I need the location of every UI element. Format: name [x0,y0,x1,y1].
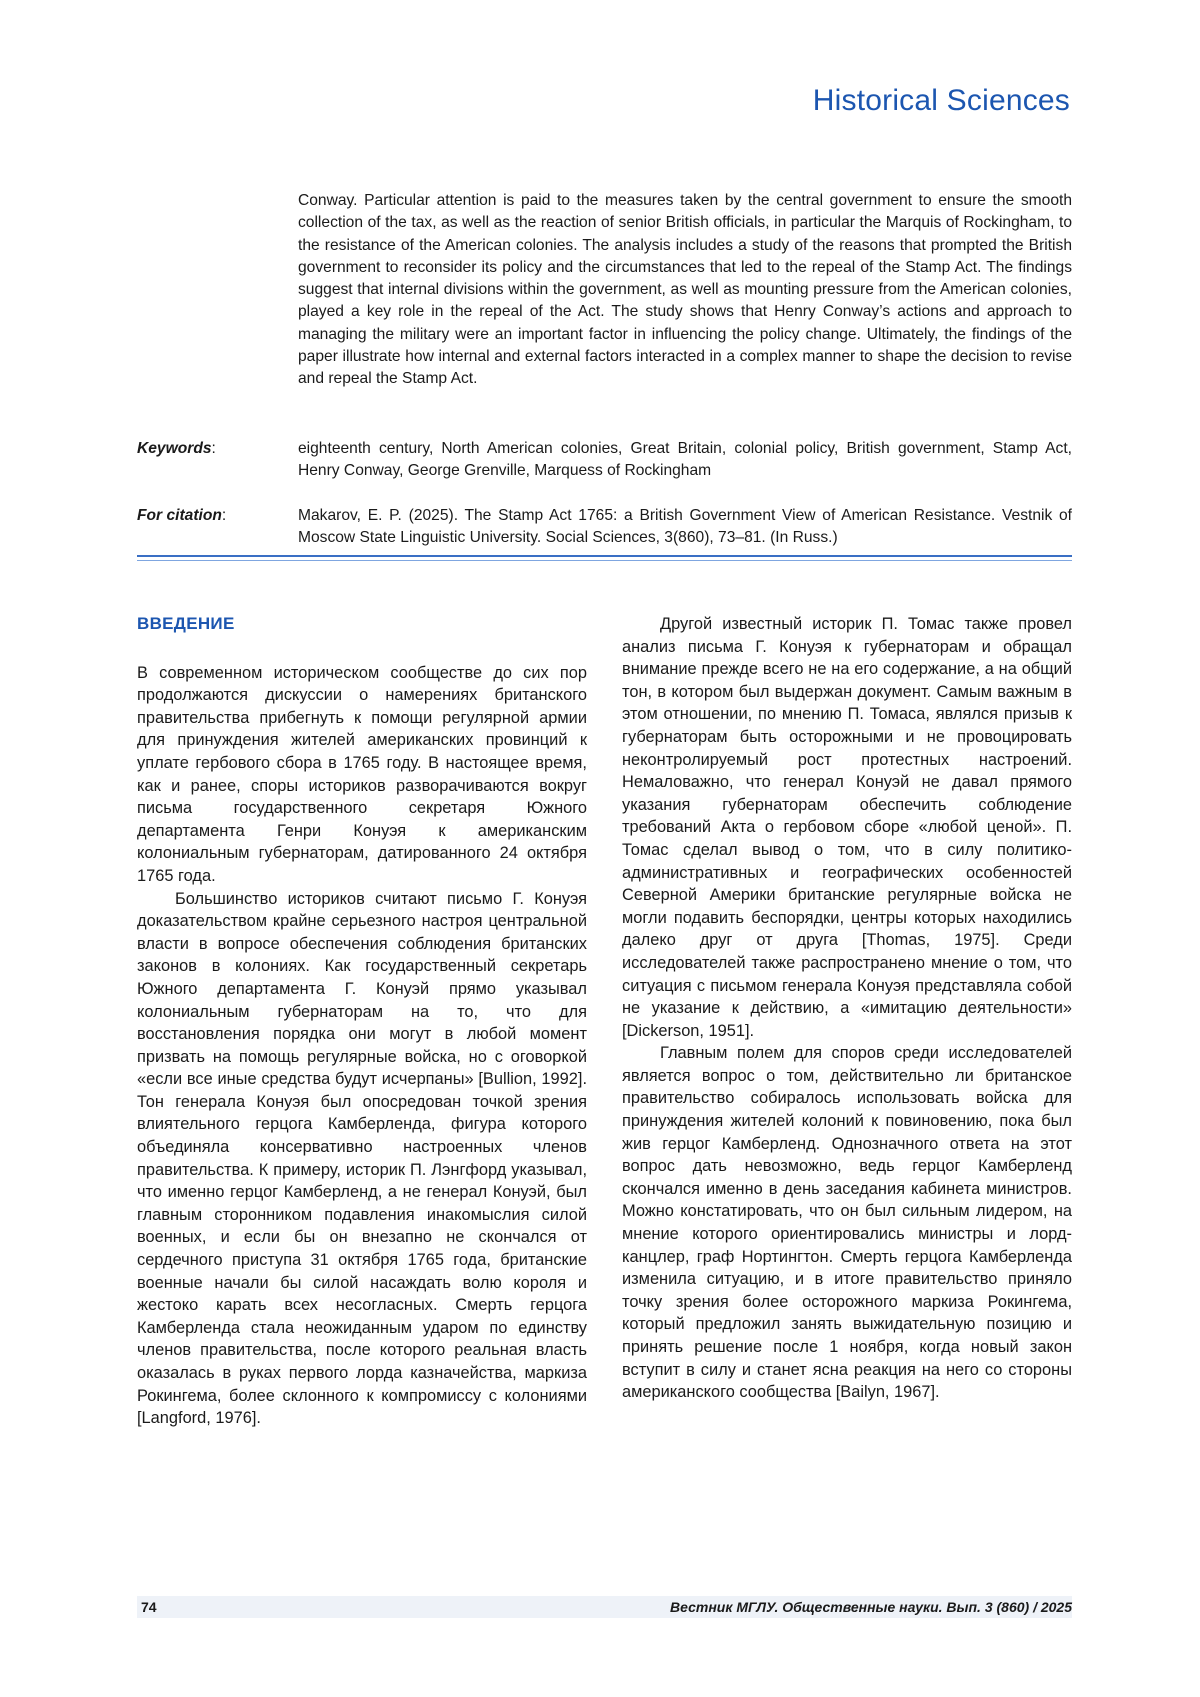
citation-label [137,505,226,527]
citation-label-text: For citation [137,507,222,524]
divider-rule [137,555,1072,557]
body-paragraph: Другой известный историк П. Томас также провел анализ письма Г. Конуэя к губернаторам и обращал внимание прежде всего не на его содержание, а на общий тон, в котором был выдержан документ. Самым важным в этом отношении, по мнению П. Томаса, являлся призыв к губернаторам быть осторожными и не провоцировать неконтролируемый рост протестных настроений. Немаловажно, что генерал Конуэй не давал прямого указания губернаторам обеспечить соблюдение требований Акта о гербовом сборе «любой ценой». П. Томас сделал вывод о том, что в силу политико-административных и географических особенностей Северной Америки британские регулярные войска не могли подавить беспорядки, центры которых находились далеко друг от друга [Thomas, 1975]. Среди исследователей также распространено мнение о том, что ситуация с письмом генерала Конуэя представляла собой не указание к действию, а «имитацию деятельности» [Dickerson, 1951]. [622,615,1072,1040]
keywords-value: eighteenth century, North American colonies, Great Britain, colonial policy, British government, Stamp Act, Henry Conway, George Grenville, Marquess of Rockingham [298,440,1072,480]
body-paragraph: Главным полем для споров среди исследователей является вопрос о том, действительно ли британское правительство собиралось использовать войска для принуждения жителей колоний к повиновению, пока был жив герцог Камберленд. Однозначного ответа на этот вопрос дать невозможно, ведь герцог Камберленд скончался именно в день заседания кабинета министров. Можно констатировать, что он был сильным лидером, на мнение которого ориентировались министры и лорд-канцлер, граф Нортингтон. Смерть герцога Камберленда изменила ситуацию, и в итоге правительство приняло точку зрения более осторожного маркиза Рокингема, который предложил занять выжидательную позицию и принять решение после 1 ноября, когда новый закон вступит в силу и станет ясна реакция на него со стороны американского сообщества [Bailyn, 1967]. [622,1044,1072,1402]
journal-name: Вестник МГЛУ. Общественные науки. Вып. 3 (860) / 2025 [670,1599,1072,1615]
body-column-right [622,613,1072,1404]
abstract-text: Conway. Particular attention is paid to the measures taken by the central government to ensure the smooth collection of the tax, as well as the reaction of senior British officials, in particular the Marquis of Rockingham, to the resistance of the American colonies. The analysis includes a study of the reasons that prompted the British government to reconsider its policy and the circumstances that led to the repeal of the Stamp Act. The findings suggest that internal divisions within the government, as well as mounting pressure from the American colonies, played a key role in the repeal of the Act. The study shows that Henry Conway’s actions and approach to managing the military were an important factor in influencing the policy change. Ultimately, the findings of the paper illustrate how internal and external factors interacted in a complex manner to shape the decision to revise and repeal the Stamp Act. [298,192,1072,388]
keywords-label [137,438,216,460]
body-paragraph: Большинство историков считают письмо Г. Конуэя доказательством крайне серьезного настроя центральной власти в вопросе обеспечения соблюдения британских законов в колониях. Как государственный секретарь Южного департамента Г. Конуэй прямо указывал колониальным губернаторам на то, что для восстановления порядка они могут в любой момент призвать на помощь регулярные войска, но с оговоркой «если все иные средства будут исчерпаны» [Bullion, 1992]. Тон генерала Конуэя был опосредован точкой зрения влиятельного герцога Камберленда, фигура которого объединяла консервативно настроенных членов правительства. К примеру, историк П. Лэнгфорд указывал, что именно герцог Камберленд, а не генерал Конуэй, был главным сторонником подавления инакомыслия силой военных, и если бы он внезапно не скончался от сердечного приступа 31 октября 1765 года, британские военные начали бы силой насаждать волю короля и жестоко карать всех несогласных. Смерть герцога Камберленда стала неожиданным ударом по единству членов правительства, после которого реальная власть оказалась в руках первого лорда казначейства, маркиза Рокингема, более склонного к компромиссу с колониями [Langford, 1976]. [137,889,587,1428]
colon: : [221,507,227,524]
section-header: Historical Sciences [812,84,1070,117]
body-paragraph: В современном историческом сообществе до сих пор продолжаются дискуссии о намерениях британского правительства прибегнуть к помощи регулярной армии для принуждения жителей американских провинций к уплате гербового сбора в 1765 году. В настоящее время, как и ранее, споры историков разворачиваются вокруг письма государственного секретаря Южного департамента Генри Конуэя к американским колониальным губернаторам, датированного 24 октября 1765 года. [137,663,587,885]
keywords-label-text: Keywords [137,440,212,457]
divider-rule-thin [137,560,1072,561]
section-heading-introduction: ВВЕДЕНИЕ [137,614,235,633]
page-footer [137,1596,1072,1618]
citation-value: Makarov, E. P. (2025). The Stamp Act 1765: a British Government View of American Resistance. Vestnik of Moscow State Linguistic University. Social Sciences, 3(860), 73–81. (In Russ.) [298,507,1072,547]
colon: : [211,440,216,457]
body-column-left [137,613,587,1430]
page-number: 74 [141,1599,157,1615]
